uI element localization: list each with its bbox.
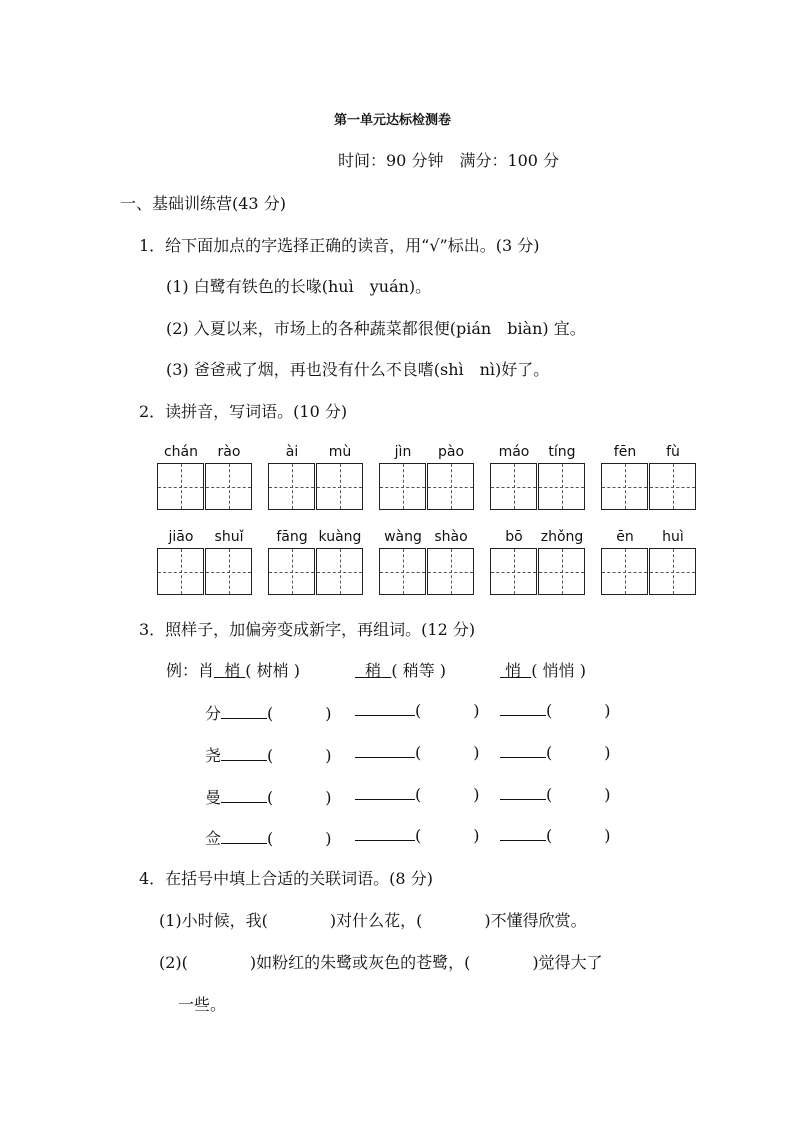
example-char: 梢 [224, 661, 241, 680]
q1-stem: 1．给下面加点的字选择正确的读音，用“√”标出。(3 分) [139, 236, 540, 255]
char-blank[interactable] [355, 785, 415, 800]
q3-row: ( ) [355, 701, 480, 720]
q3-example-row: 例：肖 梢 ( 树梢 ) [166, 661, 300, 680]
q1-item-2: (2) 入夏以来，市场上的各种蔬菜都很便(pián biàn) 宜。 [166, 319, 586, 338]
q3-row: ( ) [500, 701, 611, 720]
writing-box[interactable] [538, 548, 585, 595]
writing-box[interactable] [316, 548, 363, 595]
pinyin: ài [285, 444, 299, 460]
pinyin: rào [217, 444, 241, 460]
writing-box[interactable] [379, 548, 426, 595]
writing-box[interactable] [649, 548, 696, 595]
q4-line-3: 一些。 [178, 995, 227, 1014]
pinyin: wàng [384, 529, 422, 545]
writing-box[interactable] [205, 548, 252, 595]
writing-box[interactable] [538, 463, 585, 510]
q3-row: 尧 ( ) [205, 746, 332, 765]
example-word: 稍等 [402, 661, 435, 680]
char-blank[interactable] [221, 788, 267, 803]
pinyin: jìn [394, 444, 412, 460]
q3-row: ( ) [500, 826, 611, 845]
writing-box[interactable] [268, 463, 315, 510]
pinyin: jiāo [168, 529, 194, 545]
char-blank[interactable] [221, 746, 267, 761]
pinyin: ēn [616, 529, 634, 545]
pinyin: fēn [613, 444, 637, 460]
pinyin: shào [434, 529, 468, 545]
writing-box[interactable] [205, 463, 252, 510]
char-blank[interactable] [221, 829, 267, 844]
q1-item-1: (1) 白鹭有铁色的长喙(huì yuán)。 [166, 277, 432, 296]
section-heading: 一、基础训练营(43 分) [120, 194, 286, 213]
writing-box[interactable] [649, 463, 696, 510]
base-char: 佥 [205, 829, 222, 848]
writing-box[interactable] [427, 463, 474, 510]
example-char: 稍 [365, 661, 382, 680]
pinyin: kuàng [318, 529, 362, 545]
pinyin: zhǒng [540, 529, 584, 545]
pinyin: chán [163, 444, 199, 460]
q3-stem: 3．照样子，加偏旁变成新字，再组词。(12 分) [139, 620, 476, 639]
q3-row: ( ) [500, 785, 611, 804]
pinyin: máo [498, 444, 530, 460]
pinyin: mù [328, 444, 352, 460]
q3-row: 曼 ( ) [205, 788, 332, 807]
q3-row: ( ) [500, 743, 611, 762]
q3-row: ( ) [355, 826, 480, 845]
base-char: 曼 [205, 788, 222, 807]
writing-box[interactable] [601, 548, 648, 595]
char-blank[interactable] [355, 701, 415, 716]
char-blank[interactable] [500, 826, 546, 841]
writing-box[interactable] [157, 548, 204, 595]
example-prefix: 例：肖 [166, 661, 215, 680]
char-blank[interactable] [500, 701, 546, 716]
pinyin: pào [437, 444, 465, 460]
writing-box[interactable] [490, 463, 537, 510]
writing-box[interactable] [427, 548, 474, 595]
char-blank[interactable] [355, 826, 415, 841]
writing-box[interactable] [490, 548, 537, 595]
pinyin: huì [662, 529, 684, 545]
writing-box[interactable] [157, 463, 204, 510]
q1-item-3: (3) 爸爸戒了烟，再也没有什么不良嗜(shì nì)好了。 [166, 360, 550, 379]
q4-line-2: (2)( )如粉红的朱鹭或灰色的苍鹭，( )觉得大了 [159, 953, 603, 972]
base-char: 分 [205, 704, 222, 723]
char-blank[interactable] [500, 743, 546, 758]
char-blank[interactable] [500, 785, 546, 800]
q3-example-2: 稍 ( 稍等 ) [365, 661, 447, 680]
pinyin: fāng [276, 529, 308, 545]
page-title: 第一单元达标检测卷 [334, 113, 452, 128]
q4-stem: 4．在括号中填上合适的关联词语。(8 分) [139, 869, 433, 888]
q4-line-1: (1)小时候，我( )对什么花，( )不懂得欣赏。 [159, 911, 587, 930]
pinyin: fù [666, 444, 680, 460]
q3-row: ( ) [355, 743, 480, 762]
base-char: 尧 [205, 746, 222, 765]
q3-row: ( ) [355, 785, 480, 804]
q3-row: 分 ( ) [205, 704, 332, 723]
char-blank[interactable] [221, 704, 267, 719]
exam-info: 时间：90 分钟 满分：100 分 [338, 151, 560, 170]
example-char: 悄 [505, 661, 522, 680]
writing-box[interactable] [316, 463, 363, 510]
q3-row: 佥 ( ) [205, 829, 332, 848]
writing-box[interactable] [601, 463, 648, 510]
example-word: 悄悄 [542, 661, 575, 680]
pinyin: tíng [548, 444, 576, 460]
writing-box[interactable] [379, 463, 426, 510]
pinyin: shuǐ [214, 529, 244, 545]
q3-example-3: 悄 ( 悄悄 ) [505, 661, 586, 680]
example-word: 树梢 [256, 661, 289, 680]
char-blank[interactable] [355, 743, 415, 758]
writing-box[interactable] [268, 548, 315, 595]
pinyin: bō [505, 529, 523, 545]
q2-stem: 2．读拼音，写词语。(10 分) [139, 402, 348, 421]
